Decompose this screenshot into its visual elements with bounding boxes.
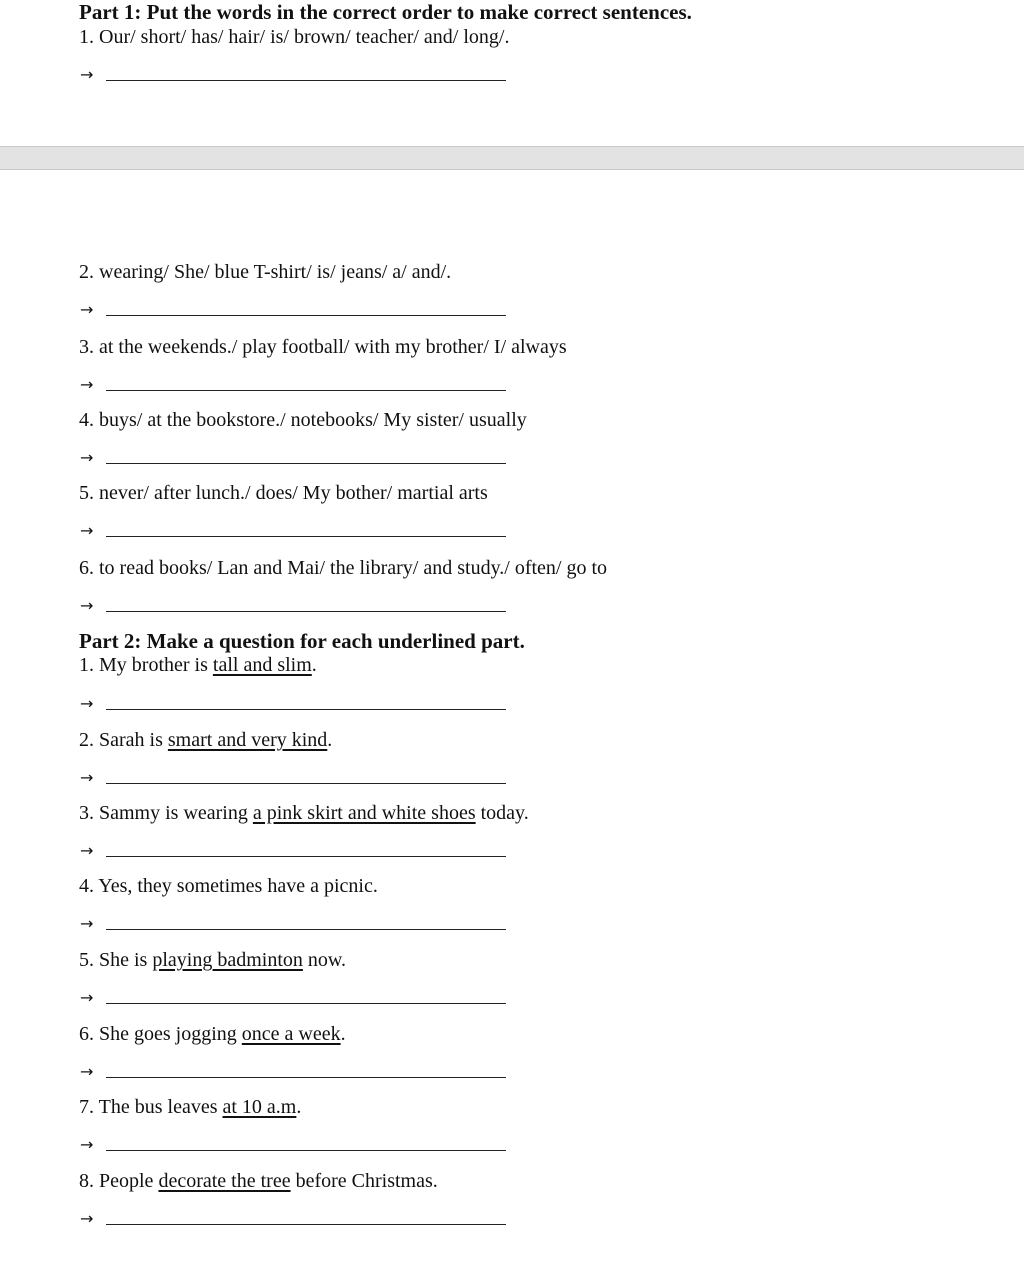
part1-answer-4[interactable] xyxy=(80,446,510,470)
part1-answer-5[interactable] xyxy=(80,519,510,543)
answer-blank-line[interactable] xyxy=(106,463,506,464)
part2-answer-7[interactable] xyxy=(80,1133,510,1157)
question-text-end: before Christmas. xyxy=(290,1170,438,1192)
question-text-end: . xyxy=(327,729,333,751)
part1-question-3: 3. at the weekends./ play football/ with my brother/ I/ always xyxy=(79,336,567,358)
arrow-icon: → xyxy=(80,1135,94,1154)
part1-answer-6[interactable] xyxy=(80,594,510,618)
underlined-part: playing badminton xyxy=(152,949,303,971)
part1-answer-2[interactable] xyxy=(80,298,510,322)
answer-blank-line[interactable] xyxy=(106,611,506,612)
underlined-part: decorate the tree xyxy=(158,1170,291,1192)
answer-blank-line[interactable] xyxy=(106,856,506,857)
arrow-icon: → xyxy=(80,1062,94,1081)
underlined-part: once a week xyxy=(241,1023,341,1045)
arrow-icon: → xyxy=(80,694,94,713)
underlined-part: at 10 a.m xyxy=(222,1096,297,1118)
part1-answer-3[interactable] xyxy=(80,373,510,397)
question-text: 7. The bus leaves xyxy=(79,1096,223,1118)
answer-blank-line[interactable] xyxy=(106,80,506,81)
part1-answer-1[interactable] xyxy=(80,63,510,87)
question-text: 5. She is xyxy=(79,949,153,971)
arrow-icon: → xyxy=(80,988,94,1007)
part2-question-6 xyxy=(79,1022,346,1046)
question-text-end: . xyxy=(296,1096,302,1118)
answer-blank-line[interactable] xyxy=(106,390,506,391)
part2-heading: Part 2: Make a question for each underlined part. xyxy=(79,629,525,653)
arrow-icon: → xyxy=(80,375,94,394)
part1-question-5: 5. never/ after lunch./ does/ My bother/ martial arts xyxy=(79,482,488,504)
arrow-icon: → xyxy=(80,596,94,615)
answer-blank-line[interactable] xyxy=(106,1224,506,1225)
question-text-end: . xyxy=(311,654,317,676)
part1-heading: Part 1: Put the words in the correct order to make correct sentences. xyxy=(79,0,692,24)
underlined-part: tall and slim xyxy=(212,654,312,676)
question-text-end: today. xyxy=(475,802,529,824)
arrow-icon: → xyxy=(80,1209,94,1228)
answer-blank-line[interactable] xyxy=(106,929,506,930)
question-text: 8. People xyxy=(79,1170,159,1192)
arrow-icon: → xyxy=(80,448,94,467)
answer-blank-line[interactable] xyxy=(106,1077,506,1078)
part1-question-4: 4. buys/ at the bookstore./ notebooks/ My sister/ usually xyxy=(79,409,527,431)
answer-blank-line[interactable] xyxy=(106,1003,506,1004)
arrow-icon: → xyxy=(80,65,94,84)
part1-question-2: 2. wearing/ She/ blue T-shirt/ is/ jeans/ a/ and/. xyxy=(79,261,452,283)
arrow-icon: → xyxy=(80,914,94,933)
part2-answer-5[interactable] xyxy=(80,986,510,1010)
page-break-separator xyxy=(0,146,1024,170)
answer-blank-line[interactable] xyxy=(106,709,506,710)
part2-answer-8[interactable] xyxy=(80,1207,510,1231)
part2-question-5 xyxy=(79,948,346,972)
question-text: 4. Yes, they sometimes have a picnic. xyxy=(79,875,378,897)
answer-blank-line[interactable] xyxy=(106,1150,506,1151)
question-text: 2. Sarah is xyxy=(79,729,168,751)
answer-blank-line[interactable] xyxy=(106,315,506,316)
part2-answer-3[interactable] xyxy=(80,839,510,863)
part2-answer-6[interactable] xyxy=(80,1060,510,1084)
part2-question-2 xyxy=(79,728,332,752)
part2-question-8 xyxy=(79,1169,438,1193)
arrow-icon: → xyxy=(80,300,94,319)
answer-blank-line[interactable] xyxy=(106,536,506,537)
part2-question-4 xyxy=(79,874,378,898)
question-text: 3. Sammy is wearing xyxy=(79,802,253,824)
arrow-icon: → xyxy=(80,841,94,860)
part2-question-3 xyxy=(79,801,529,825)
part1-question-6: 6. to read books/ Lan and Mai/ the library/ and study./ often/ go to xyxy=(79,557,608,579)
question-text-end: now. xyxy=(302,949,347,971)
part2-answer-1[interactable] xyxy=(80,692,510,716)
question-text-end: . xyxy=(340,1023,346,1045)
underlined-part: a pink skirt and white shoes xyxy=(252,802,476,824)
part2-answer-4[interactable] xyxy=(80,912,510,936)
part2-question-7 xyxy=(79,1095,301,1119)
question-text: 1. My brother is xyxy=(79,654,213,676)
underlined-part: smart and very kind xyxy=(167,729,328,751)
arrow-icon: → xyxy=(80,768,94,787)
part2-answer-2[interactable] xyxy=(80,766,510,790)
part2-question-1 xyxy=(79,653,317,677)
answer-blank-line[interactable] xyxy=(106,783,506,784)
part1-question-1: 1. Our/ short/ has/ hair/ is/ brown/ teacher/ and/ long/. xyxy=(79,26,510,48)
arrow-icon: → xyxy=(80,521,94,540)
question-text: 6. She goes jogging xyxy=(79,1023,242,1045)
